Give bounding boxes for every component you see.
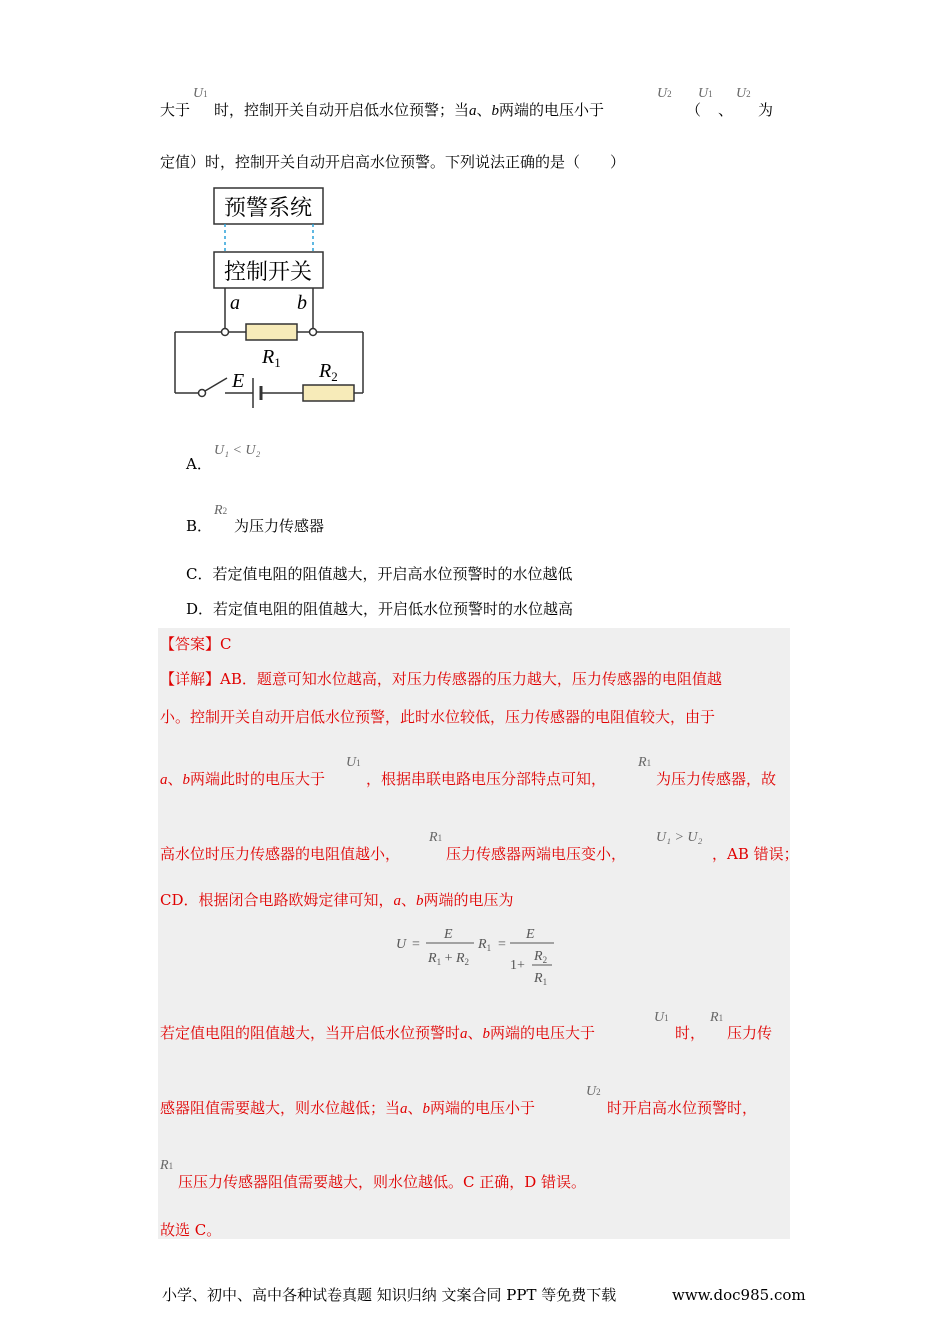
detail-line-6: 若定值电阻的阻值越大，当开启低水位预警时a、b两端的电压大于 (160, 1024, 596, 1042)
detail-line-4b: 压力传感器两端电压变小， (446, 845, 627, 863)
svg-text:R2: $R_2$ (534, 949, 548, 965)
answer-label: 【答案】C (160, 635, 232, 653)
detail-r1: R1 (638, 755, 652, 770)
formula-voltage (392, 918, 562, 992)
terminal-a: a (230, 292, 240, 314)
svg-text:=: = (412, 937, 420, 952)
option-b[interactable]: B． (186, 517, 213, 535)
svg-text:1+: 1+ (510, 958, 525, 973)
question-wei: 为 (758, 101, 774, 119)
detail-line-3c: 为压力传感器，故 (656, 770, 777, 788)
option-b-text: 为压力传感器 (234, 517, 325, 535)
detail-line-4: 高水位时压力传感器的电阻值越小， (160, 845, 401, 863)
detail-r1-d: R1 (160, 1158, 174, 1173)
svg-text:=: = (498, 937, 506, 952)
option-a-math: U₁ < U₂ (214, 443, 261, 458)
svg-text:R1: $R_1$ (478, 937, 492, 953)
detail-line-3b: ，根据串联电路电压分部特点可知， (366, 770, 607, 788)
math-u1-b: U1 (698, 86, 713, 101)
footer-url[interactable]: www.doc985.com (672, 1286, 806, 1304)
detail-line-7: 感器阻值需要越大，则水位越低；当a、b两端的电压小于 (160, 1099, 536, 1117)
terminal-b: b (297, 292, 307, 314)
switch-lever (205, 378, 227, 391)
svg-text:R1 + R2: $R_1 + R_2$ (428, 951, 470, 967)
math-u1: U1 (193, 86, 208, 101)
detail-u1: U1 (346, 755, 361, 770)
detail-line-7b: 时开启高水位预警时， (607, 1099, 758, 1117)
question-paren: （ (686, 101, 702, 119)
detail-r1-b: R1 (429, 830, 443, 845)
detail-line-5: CD．根据闭合电路欧姆定律可知，a、b两端的电压为 (160, 891, 514, 909)
question-line-1: 大于 (160, 101, 191, 119)
resistor-r1 (246, 324, 297, 340)
svg-text:E: E (444, 927, 453, 942)
math-u2-b: U2 (736, 86, 751, 101)
circuit-diagram (170, 185, 370, 415)
option-b-math: R2 (214, 503, 228, 518)
option-a[interactable]: A． (186, 455, 212, 473)
e-label: E (232, 370, 245, 392)
detail-line-9: 故选 C。 (160, 1221, 222, 1239)
switch-box-label: 控制开关 (223, 259, 313, 284)
detail-line-6b: 时， (675, 1024, 706, 1042)
r1-label: $R_1$ (262, 346, 281, 370)
warn-box-label: 预警系统 (223, 195, 313, 220)
svg-text:E: E (526, 927, 535, 942)
switch-contact (199, 390, 206, 397)
detail-r1-c: R1 (710, 1010, 724, 1025)
svg-text:U: U (396, 937, 407, 952)
option-d[interactable]: D．若定值电阻的阻值越大，开启低水位预警时的水位越高 (186, 600, 574, 618)
detail-u-compare: U₁ > U₂ (656, 830, 703, 845)
svg-text:R1: $R_1$ (534, 971, 548, 987)
question-sep: 、 (718, 101, 734, 119)
question-line-2: 定值）时，控制开关自动开启高水位预警。下列说法正确的是（ ） (160, 153, 626, 171)
detail-line-2: 小。控制开关自动开启低水位预警，此时水位较低，压力传感器的电阻值较大，由于 (160, 708, 716, 726)
detail-line-6c: 压力传 (727, 1024, 773, 1042)
r2-label: $R_2$ (319, 360, 338, 384)
detail-line-1: 【详解】AB．题意可知水位越高，对压力传感器的压力越大，压力传感器的电阻值越 (160, 670, 722, 688)
footer-text: 小学、初中、高中各种试卷真题 知识归纳 文案合同 PPT 等免费下载 (162, 1286, 617, 1304)
detail-line-8: 压压力传感器阻值需要越大，则水位越低。C 正确，D 错误。 (178, 1173, 587, 1191)
question-line-1b: 时，控制开关自动开启低水位预警；当a、b两端的电压小于 (214, 101, 605, 119)
resistor-r2 (303, 385, 354, 401)
math-u2: U2 (657, 86, 672, 101)
detail-u2: U2 (586, 1084, 601, 1099)
detail-line-3: a、b两端此时的电压大于 (160, 770, 326, 788)
detail-u1-c: U1 (654, 1010, 669, 1025)
option-c[interactable]: C．若定值电阻的阻值越大，开启高水位预警时的水位越低 (186, 565, 573, 583)
detail-line-4c: ，AB 错误； (712, 845, 799, 863)
